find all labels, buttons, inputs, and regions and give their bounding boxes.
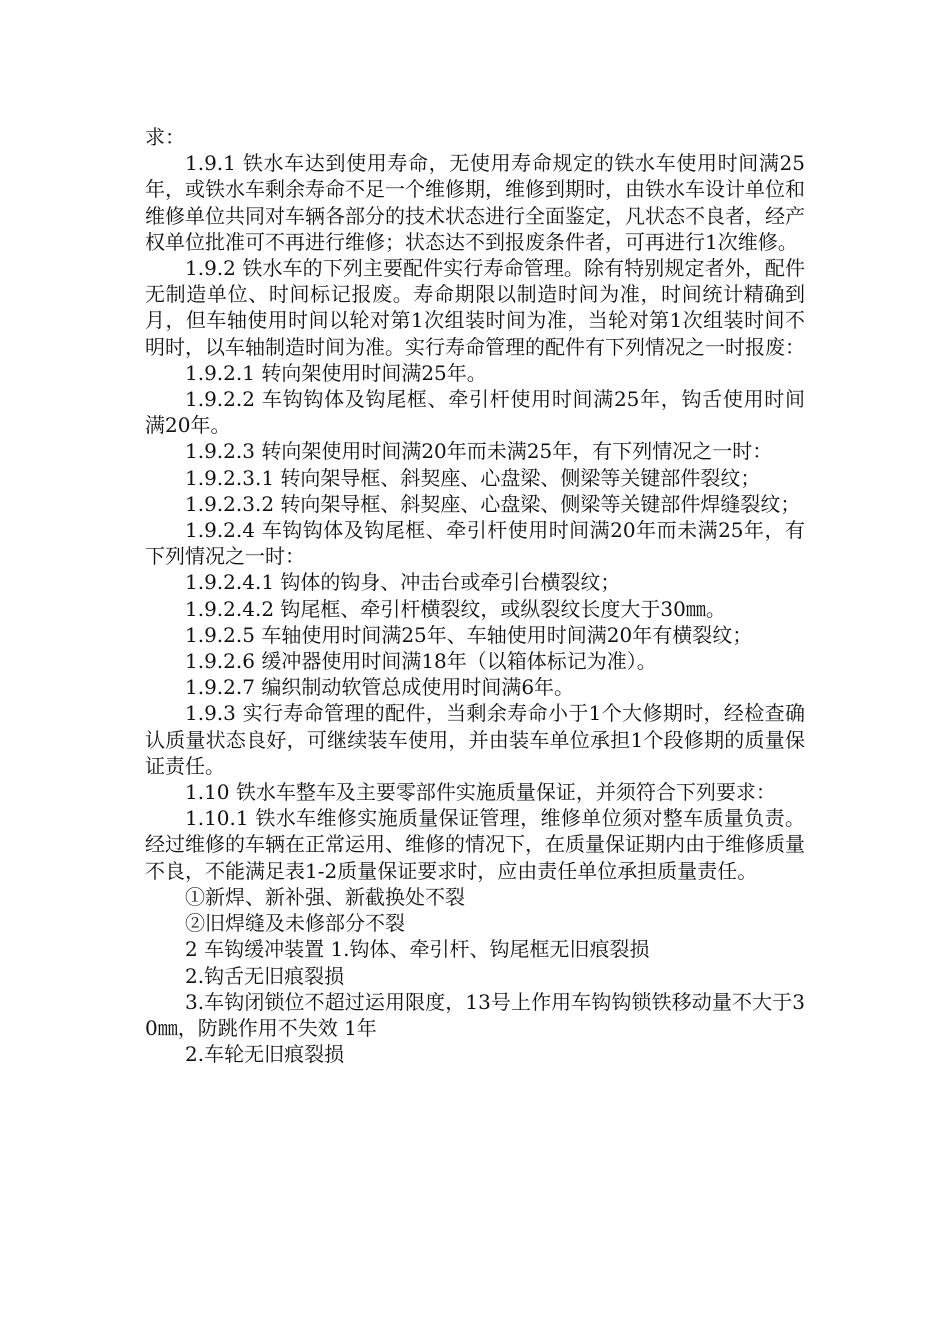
paragraph: 1.9.2.3 转向架使用时间满20年而未满25年，有下列情况之一时： [185,439,773,464]
paragraph: 2.车轮无旧痕裂损 [185,1042,345,1067]
paragraph: 1.9.2.6 缓冲器使用时间满18年（以箱体标记为准）。 [185,649,657,674]
paragraph: 1.9.1 铁水车达到使用寿命，无使用寿命规定的铁水车使用时间满25年，或铁水车剩余寿命不足一个维修期，维修到期时，由铁水车设计单位和维修单位共同对车辆各部分的技术状态进行全面鉴定，凡状态不良者，经产权单位批准可不再进行维修；状态达不到报废条件者，可再进行1次维修。 [145,151,805,254]
paragraph: 1.9.2.3.2 转向架导框、斜契座、心盘梁、侧梁等关键部件焊缝裂纹； [185,491,801,516]
paragraph: 1.9.2.2 车钩钩体及钩尾框、牵引杆使用时间满25年，钩舌使用时间满20年。 [145,387,805,438]
document-body [145,124,805,1067]
paragraph: 1.9.3 实行寿命管理的配件，当剩余寿命小于1个大修期时，经检查确认质量状态良好，可继续装车使用，并由装车单位承担1个段修期的质量保证责任。 [145,701,805,778]
paragraph: 1.9.2.3.1 转向架导框、斜契座、心盘梁、侧梁等关键部件裂纹； [185,465,761,490]
paragraph: 1.10 铁水车整车及主要零部件实施质量保证，并须符合下列要求： [185,780,776,805]
paragraph: 1.9.2.1 转向架使用时间满25年。 [185,360,487,385]
paragraph: 1.9.2 铁水车的下列主要配件实行寿命管理。除有特别规定者外，配件无制造单位、时间标记报废。寿命期限以制造时间为准，时间统计精确到月，但车轴使用时间以轮对第1次组装时间为准，当轮对第1次组装时间不明时，以车轴制造时间为准。实行寿命管理的配件有下列情况之一时报废： [145,256,805,359]
paragraph: 1.9.2.4.2 钩尾框、牵引杆横裂纹，或纵裂纹长度大于30㎜。 [185,596,726,621]
paragraph: 1.9.2.4.1 钩体的钩身、冲击台或牵引台横裂纹； [185,570,621,595]
paragraph: ②旧焊缝及未修部分不裂 [185,911,405,936]
paragraph: 2 车钩缓冲装置 1.钩体、牵引杆、钩尾框无旧痕裂损 [185,937,650,962]
paragraph: 3.车钩闭锁位不超过运用限度，13号上作用车钩钩锁铁移动量不大于30㎜，防跳作用不失效 1年 [145,989,805,1040]
paragraph: 1.9.2.5 车轴使用时间满25年、车轴使用时间满20年有横裂纹； [185,622,753,647]
paragraph: ①新焊、新补强、新截换处不裂 [185,884,465,909]
paragraph: 2.钩舌无旧痕裂损 [185,963,345,988]
paragraph: 求： [145,125,185,149]
paragraph: 1.9.2.4 车钩钩体及钩尾框、牵引杆使用时间满20年而未满25年，有下列情况之一时： [145,518,805,569]
paragraph: 1.9.2.7 编织制动软管总成使用时间满6年。 [185,675,575,700]
paragraph: 1.10.1 铁水车维修实施质量保证管理，维修单位须对整车质量负责。经过维修的车辆在正常运用、维修的情况下，在质量保证期内由于维修质量不良，不能满足表1-2质量保证要求时，应由责任单位承担质量责任。 [145,806,805,883]
